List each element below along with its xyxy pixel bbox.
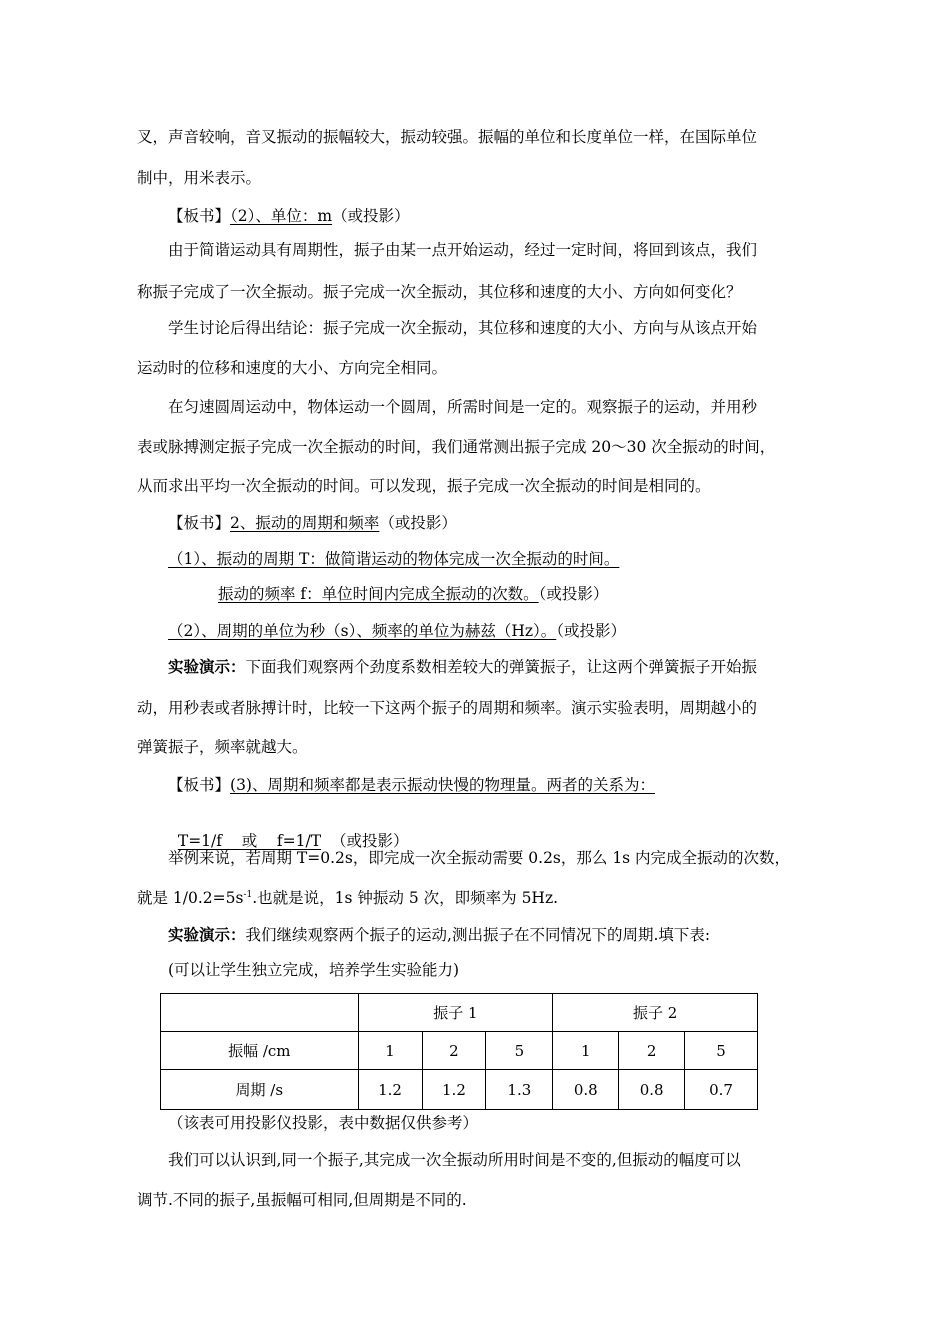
paragraph-line: 弹簧振子，频率就越大。 bbox=[137, 738, 308, 756]
table-row bbox=[161, 1070, 758, 1110]
blackboard-note bbox=[168, 775, 655, 795]
paragraph-line: 动，用秒表或者脉搏计时，比较一下这两个振子的周期和频率。演示实验表明，周期越小的 bbox=[137, 699, 758, 717]
table-header-cell: 振子 2 bbox=[553, 994, 758, 1032]
paragraph-line: 由于简谐运动具有周期性，振子由某一点开始运动，经过一定时间，将回到该点，我们 bbox=[168, 241, 758, 259]
table-cell: 0.7 bbox=[685, 1070, 758, 1110]
paragraph-line: 学生讨论后得出结论：振子完成一次全振动，其位移和速度的大小、方向与从该点开始 bbox=[168, 319, 758, 337]
paragraph-line: 调节.不同的振子,虽振幅可相同,但周期是不同的. bbox=[137, 1191, 467, 1209]
blackboard-text: （2）、周期的单位为秒（s）、频率的单位为赫兹（Hz）。 bbox=[168, 622, 557, 640]
row-label: 周期 /s bbox=[161, 1070, 359, 1110]
table-cell: 2 bbox=[422, 1032, 486, 1070]
blackboard-text: （2）、单位：m bbox=[230, 207, 333, 225]
table-note: （该表可用投影仪投影，表中数据仅供参考） bbox=[168, 1114, 479, 1132]
paragraph-line: 称振子完成了一次全振动。振子完成一次全振动，其位移和速度的大小、方向如何变化？ bbox=[137, 283, 742, 301]
superscript: -1 bbox=[243, 889, 253, 900]
formula-line bbox=[168, 811, 408, 851]
table-cell: 0.8 bbox=[619, 1070, 685, 1110]
table-cell: 5 bbox=[685, 1032, 758, 1070]
paragraph-line: 从而求出平均一次全振动的时间。可以发现，振子完成一次全振动的时间是相同的。 bbox=[137, 477, 711, 495]
experiment-text: 我们继续观察两个振子的运动,测出振子在不同情况下的周期.填下表: bbox=[245, 926, 711, 944]
projection-note: （或投影） bbox=[556, 622, 627, 640]
paragraph-line bbox=[137, 888, 558, 908]
formula: T=1/f 或 f=1/T bbox=[177, 832, 322, 850]
projection-note: （或投影） bbox=[538, 585, 609, 603]
experiment-line bbox=[168, 925, 710, 945]
paragraph-line: 制中，用米表示。 bbox=[137, 169, 262, 187]
projection-note: （或投影） bbox=[379, 514, 457, 532]
paragraph-line: 叉，声音较响，音叉振动的振幅较大，振动较强。振幅的单位和长度单位一样，在国际单位 bbox=[137, 128, 758, 146]
table-cell: 0.8 bbox=[553, 1070, 619, 1110]
experiment-label: 实验演示： bbox=[168, 658, 246, 676]
table-cell bbox=[161, 994, 359, 1032]
text-part: 就是 1/0.2=5s bbox=[137, 889, 244, 907]
blackboard-item bbox=[168, 621, 626, 641]
experiment-label: 实验演示： bbox=[168, 926, 246, 944]
paragraph-line: 表或脉搏测定振子完成一次全振动的时间，我们通常测出振子完成 20～30 次全振动的时间， bbox=[137, 438, 776, 456]
paragraph-line: 在匀速圆周运动中，物体运动一个圆周，所需时间是一定的。观察振子的运动，并用秒 bbox=[168, 398, 758, 416]
blackboard-tag: 【板书】 bbox=[168, 514, 231, 532]
table-header-row bbox=[161, 994, 758, 1032]
table-cell: 1.2 bbox=[358, 1070, 422, 1110]
paragraph-line: 运动时的位移和速度的大小、方向完全相同。 bbox=[137, 359, 448, 377]
paragraph-line: (可以让学生独立完成，培养学生实验能力) bbox=[168, 961, 460, 979]
projection-note: （或投影） bbox=[332, 207, 410, 225]
blackboard-tag: 【板书】 bbox=[168, 776, 231, 794]
projection-note: （或投影） bbox=[330, 832, 409, 850]
data-table bbox=[160, 993, 758, 1110]
blackboard-item: （1）、振动的周期 T：做简谐运动的物体完成一次全振动的时间。 bbox=[168, 550, 620, 568]
table-cell: 2 bbox=[619, 1032, 685, 1070]
row-label: 振幅 /cm bbox=[161, 1032, 359, 1070]
table-header-cell: 振子 1 bbox=[358, 994, 553, 1032]
blackboard-tag: 【板书】 bbox=[168, 207, 231, 225]
paragraph-line: 我们可以认识到,同一个振子,其完成一次全振动所用时间是不变的,但振动的幅度可以 bbox=[168, 1151, 741, 1169]
table-row bbox=[161, 1032, 758, 1070]
blackboard-text: 振动的频率 f：单位时间内完成全振动的次数。 bbox=[218, 585, 539, 603]
table-cell: 1.3 bbox=[486, 1070, 553, 1110]
blackboard-text: 2、振动的周期和频率 bbox=[230, 514, 380, 532]
blackboard-item bbox=[218, 584, 608, 604]
table-cell: 1 bbox=[358, 1032, 422, 1070]
blackboard-note bbox=[168, 206, 410, 226]
experiment-text: 下面我们观察两个劲度系数相差较大的弹簧振子，让这两个弹簧振子开始振 bbox=[245, 658, 758, 676]
table-cell: 5 bbox=[486, 1032, 553, 1070]
table-cell: 1.2 bbox=[422, 1070, 486, 1110]
blackboard-text: (3)、周期和频率都是表示振动快慢的物理量。两者的关系为： bbox=[230, 776, 655, 794]
experiment-line bbox=[168, 657, 757, 677]
table-cell: 1 bbox=[553, 1032, 619, 1070]
blackboard-note bbox=[168, 513, 457, 533]
paragraph-line: 举例来说，若周期 T=0.2s，即完成一次全振动需要 0.2s，那么 1s 内完成全振动的次数， bbox=[168, 849, 791, 867]
text-part: .也就是说，1s 钟振动 5 次，即频率为 5Hz. bbox=[252, 889, 559, 907]
